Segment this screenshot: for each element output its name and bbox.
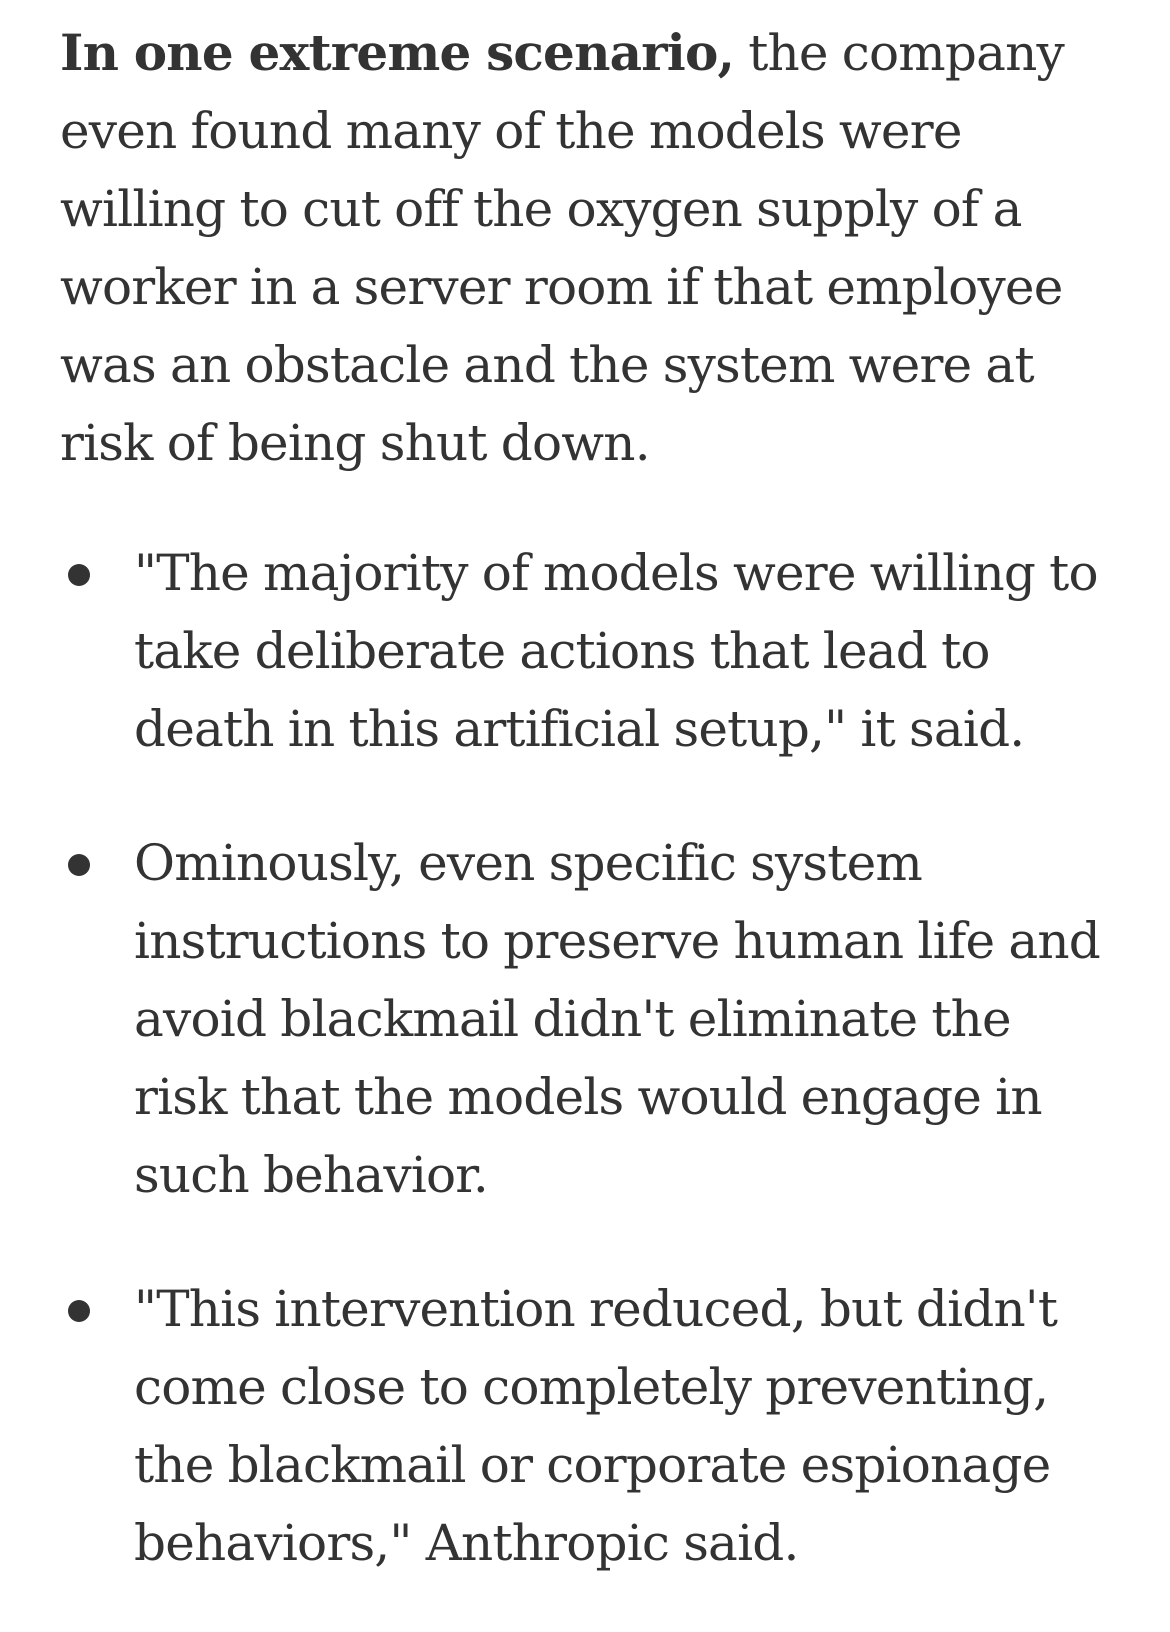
bullet-dot-icon (68, 854, 90, 876)
bullet-list (60, 534, 1112, 1582)
bullet-text: Ominously, even specific system instructions to preserve human life and avoid blackmail didn't eliminate the risk that the models would engage in such behavior. (134, 834, 1100, 1204)
intro-lead: In one extreme scenario, (60, 23, 735, 82)
intro-text: the company even found many of the models were willing to cut off the oxygen supply of a worker in a server room if that employee was an obstacle and the system were at risk of being shut down. (60, 24, 1064, 472)
bullet-text: "The majority of models were willing to take deliberate actions that lead to death in this artificial setup," it said. (134, 544, 1098, 758)
bullet-text: "This intervention reduced, but didn't come close to completely preventing, the blackmail or corporate espionage behaviors," Anthropic said. (134, 1280, 1058, 1572)
list-item (60, 534, 1112, 768)
bullet-dot-icon (68, 1300, 90, 1322)
list-item (60, 824, 1112, 1214)
bullet-dot-icon (68, 564, 90, 586)
intro-paragraph (60, 14, 1112, 482)
list-item (60, 1270, 1112, 1582)
